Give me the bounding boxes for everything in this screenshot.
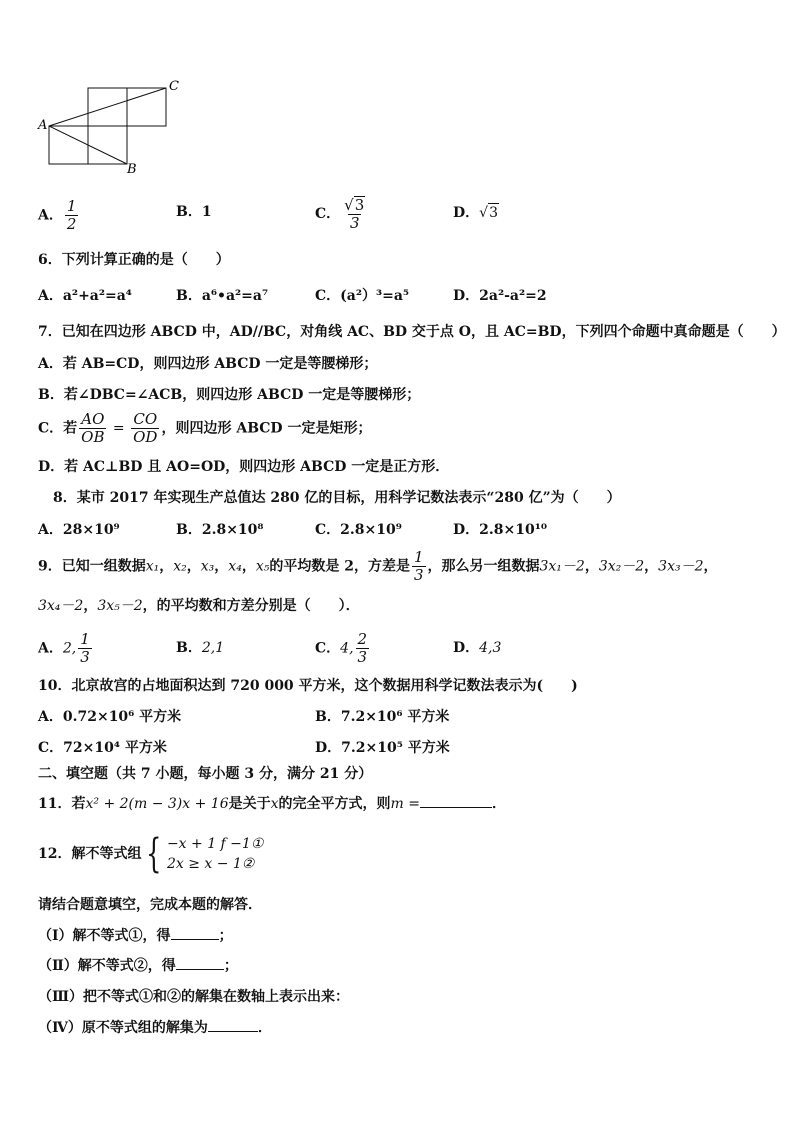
q8-option-b: B．2.8×10⁸ (176, 522, 264, 538)
point-c-label: C (169, 79, 179, 94)
section-heading: 二、填空题（共 7 小题，每小题 3 分，满分 21 分） (38, 766, 373, 782)
point-b-label: B (127, 162, 137, 177)
q7-option-d: D．若 AC⊥BD 且 AO=OD，则四边形 ABCD 一定是正方形． (38, 459, 450, 475)
q10-option-d: D．7.2×10⁵ 平方米 (315, 740, 450, 756)
q7-option-b: B．若∠DBC=∠ACB，则四边形 ABCD 一定是等腰梯形； (38, 387, 421, 403)
q12-part-i: （Ⅰ）解不等式①，得 ； (38, 928, 233, 944)
grid-figure (30, 72, 200, 180)
q6-option-c: C．(a²）³=a⁵ (315, 288, 410, 304)
q7-option-c: C．若 $\frac{AO}{OB}$ = $\frac{CO}{OD}$ ，则四边形 ABCD 一定是矩形； (38, 410, 372, 446)
q12-part-ii: （Ⅱ）解不等式②，得 ； (38, 958, 238, 974)
q9-option-a: A．2, $\frac{1}{3}$ (38, 630, 90, 666)
q5-option-b: B．1 (176, 204, 212, 220)
q10-option-a: A．0.72×10⁶ 平方米 (38, 709, 182, 725)
q12-part-iii: （Ⅲ）把不等式①和②的解集在数轴上表示出来： (38, 989, 350, 1005)
q11-answer-blank[interactable] (420, 807, 492, 808)
q10-option-c: C．72×10⁴ 平方米 (38, 740, 167, 756)
q5-option-c: C． $\frac{√3}{3}$ (315, 196, 369, 232)
q12-stem: 12．解不等式组 { −x + 1 f −1① 2x ≥ x − 1② (38, 831, 264, 877)
q8-stem: 8．某市 2017 年实现生产总值达 280 亿的目标，用科学记数法表示“280 亿”为（ ） (53, 490, 621, 506)
inequality-system: −x + 1 f −1① 2x ≥ x − 1② (166, 836, 264, 872)
q9-option-d: D．4,3 (453, 640, 502, 656)
q5-c-fraction: $\frac{√3}{3}$ (344, 196, 365, 232)
q12-part-iv-blank[interactable] (208, 1031, 258, 1032)
q6-option-a: A．a²+a²=a⁴ (38, 288, 132, 304)
q10-option-b: B．7.2×10⁶ 平方米 (315, 709, 450, 725)
q12-intro: 请结合题意填空，完成本题的解答． (38, 897, 262, 913)
q7-stem: 7．已知在四边形 ABCD 中，AD//BC，对角线 AC、BD 交于点 O，且 AC=BD，下列四个命题中真命题是（ ） (38, 324, 786, 340)
q9-stem-line1: 9．已知一组数据x₁，x₂，x₃，x₄，x₅的平均数是 2，方差是 $\frac{1}{3}$ ，那么另一组数据3x₁－2，3x₂－2，3x₃－2， (38, 548, 718, 584)
segment-ac (49, 88, 166, 126)
q9-variance-fraction: $\frac{1}{3}$ (413, 548, 424, 584)
q10-stem: 10．北京故宫的占地面积达到 720 000 平方米，这个数据用科学记数法表示为( ) (38, 678, 578, 694)
q9-stem-line2: 3x₄－2，3x₅－2，的平均数和方差分别是（ ）． (38, 598, 360, 614)
q8-option-c: C．2.8×10⁹ (315, 522, 402, 538)
q8-option-d: D．2.8×10¹⁰ (453, 522, 547, 538)
q11-stem: 11．若x² + 2(m − 3)x + 16是关于x的完全平方式，则m = ． (38, 796, 506, 812)
q7-c-fraction-right: $\frac{CO}{OD}$ (133, 410, 158, 446)
q5-option-a: A． $\frac{1}{2}$ (38, 197, 77, 233)
q6-stem: 6．下列计算正确的是（ ） (38, 252, 230, 268)
q7-option-a: A．若 AB=CD，则四边形 ABCD 一定是等腰梯形； (38, 356, 378, 372)
q8-option-a: A．28×10⁹ (38, 522, 120, 538)
q7-c-fraction-left: $\frac{AO}{OB}$ (81, 410, 105, 446)
system-brace: { (146, 831, 162, 877)
q9-c-fraction: $\frac{2}{3}$ (357, 630, 368, 666)
q12-part-i-blank[interactable] (171, 939, 219, 940)
q9-option-b: B．2,1 (176, 640, 225, 656)
q12-part-ii-blank[interactable] (176, 969, 224, 970)
q6-option-b: B．a⁶•a²=a⁷ (176, 288, 269, 304)
q9-option-c: C．4, $\frac{2}{3}$ (315, 630, 368, 666)
point-a-label: A (38, 118, 48, 133)
q5-a-fraction: $\frac{1}{2}$ (66, 197, 77, 233)
q5-option-d: D．√3 (453, 205, 498, 221)
q6-option-d: D．2a²-a²=2 (453, 288, 547, 304)
q9-a-fraction: $\frac{1}{3}$ (80, 630, 90, 666)
q12-part-iv: （Ⅳ）原不等式组的解集为 ． (38, 1020, 272, 1036)
